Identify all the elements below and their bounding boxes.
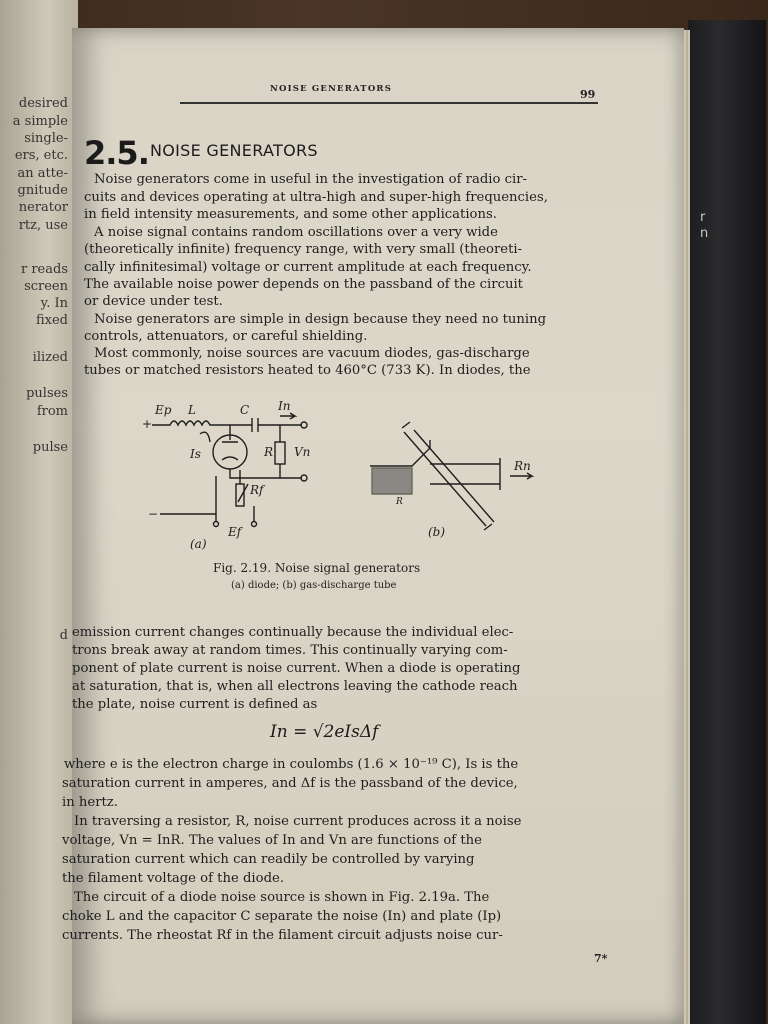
tube-ends: [402, 422, 492, 530]
noise-current-formula: In = √2eIsΔf: [270, 722, 379, 742]
text-line: controls, attenuators, or careful shielding.: [84, 329, 368, 344]
book-spine: [688, 20, 766, 1024]
current-arrow-is: [200, 432, 210, 442]
left-page-fragment: fixed: [35, 313, 68, 328]
text-line: in field intensity measurements, and some other applications.: [84, 207, 497, 222]
left-page-fragment: pulses: [26, 386, 68, 401]
text-line: cuits and devices operating at ultra-high and super-high frequencies,: [84, 190, 548, 205]
left-page-fragment: screen: [24, 279, 68, 294]
label-in: In: [278, 399, 291, 413]
text-line: ponent of plate current is noise current. When a diode is operating: [72, 661, 521, 676]
text-line: The available noise power depends on the passband of the circuit: [84, 277, 523, 292]
left-page-fragment: y. In: [40, 296, 68, 311]
page-number: 99: [580, 88, 596, 101]
text-line: at saturation, that is, when all electrons leaving the cathode reach: [72, 679, 518, 694]
current-arrow-in: [280, 413, 295, 419]
label-r-gas: R: [396, 497, 403, 507]
text-line: voltage, Vn = InR. The values of In and Vn are functions of the: [62, 833, 482, 848]
text-line: cally infinitesimal) voltage or current amplitude at each frequency.: [84, 260, 532, 275]
text-line: Noise generators are simple in design because they need no tuning: [94, 312, 547, 327]
left-page-fragment: d: [59, 628, 68, 643]
text-line: where e is the electron charge in coulombs (1.6 × 10⁻¹⁹ C), Is is the: [64, 757, 519, 772]
text-line: currents. The rheostat Rf in the filament circuit adjusts noise cur-: [62, 928, 503, 943]
text-line: the plate, noise current is defined as: [72, 697, 318, 712]
text-line: Most commonly, noise sources are vacuum diodes, gas-discharge: [94, 346, 530, 361]
minus-sign: −: [148, 507, 159, 521]
left-page-fragment: pulse: [32, 440, 68, 455]
text-line: Noise generators come in useful in the investigation of radio cir-: [94, 172, 527, 187]
label-vn: Vn: [294, 445, 311, 459]
tapered-load: [372, 468, 412, 494]
text-line: saturation current in amperes, and Δf is the passband of the device,: [62, 776, 518, 791]
left-page-fragment: ers, etc.: [14, 148, 68, 163]
label-l: L: [188, 403, 196, 417]
diode-circuit: [152, 413, 307, 527]
left-page-fragment: a simple: [12, 114, 68, 129]
text-line: trons break away at random times. This continually varying com-: [72, 643, 508, 658]
figure-caption: Fig. 2.19. Noise signal generators: [213, 561, 421, 575]
left-page-fragment: rtz, use: [18, 218, 68, 233]
discharge-tube: [404, 430, 494, 526]
filament-leads: [216, 506, 254, 522]
text-line: (theoretically infinite) frequency range, with very small (theoreti-: [84, 242, 523, 257]
terminal: [252, 522, 257, 527]
section-title: NOISE GENERATORS: [150, 141, 318, 160]
load-resistor: [275, 442, 285, 464]
running-head: NOISE GENERATORS: [270, 84, 393, 94]
figure-subcaption: (a) diode; (b) gas-discharge tube: [231, 580, 397, 591]
gas-tube: [370, 422, 532, 530]
header-rule: [180, 102, 598, 104]
text-line: choke L and the capacitor C separate the noise (In) and plate (Ip): [62, 909, 502, 924]
label-a: (a): [190, 537, 207, 551]
label-ef: Ef: [228, 525, 242, 539]
figure-2-19: [130, 392, 560, 557]
label-ep: Ep: [155, 403, 172, 417]
text-line: in hertz.: [62, 795, 118, 810]
text-line: the filament voltage of the diode.: [62, 871, 285, 886]
filament-rheostat: [236, 484, 244, 506]
label-rf: Rf: [250, 483, 264, 497]
text-line: A noise signal contains random oscillations over a very wide: [94, 225, 498, 240]
left-page-fragment: r reads: [21, 262, 68, 277]
text-line: tubes or matched resistors heated to 460°C (733 K). In diodes, the: [84, 363, 531, 378]
signature-mark: 7*: [594, 952, 608, 965]
capacitor: [252, 418, 258, 432]
rheostat-arrow: [238, 484, 248, 502]
label-rn: Rn: [514, 459, 531, 473]
left-page-fragment: from: [36, 404, 68, 419]
cathode-lead: [160, 476, 216, 514]
label-is: Is: [190, 447, 201, 461]
label-b: (b): [428, 525, 446, 539]
left-page-fragment: nerator: [18, 200, 68, 215]
label-r: R: [264, 445, 274, 459]
diode-envelope: [213, 435, 247, 469]
left-page-fragment: gnitude: [17, 183, 68, 198]
left-page-fragment: an atte-: [17, 166, 68, 181]
choke-coil: [152, 421, 252, 425]
spine-text: r n: [700, 210, 709, 241]
output-arrow-rn: [510, 473, 532, 479]
terminal: [214, 522, 219, 527]
left-page-fragment: single-: [24, 131, 68, 146]
text-line: emission current changes continually because the individual elec-: [72, 625, 514, 640]
text-line: or device under test.: [84, 294, 223, 309]
text-line: In traversing a resistor, R, noise current produces across it a noise: [74, 814, 522, 829]
text-line: saturation current which can readily be controlled by varying: [62, 852, 475, 867]
label-c: C: [240, 403, 250, 417]
bottom-wire: [230, 469, 302, 478]
plus-sign: +: [142, 417, 153, 431]
left-page-fragment: desired: [18, 96, 68, 111]
diode-electrodes: [222, 442, 238, 460]
text-line: The circuit of a diode noise source is shown in Fig. 2.19a. The: [74, 890, 490, 905]
section-number: 2.5.: [84, 134, 149, 172]
left-page-fragment: ilized: [32, 350, 68, 365]
